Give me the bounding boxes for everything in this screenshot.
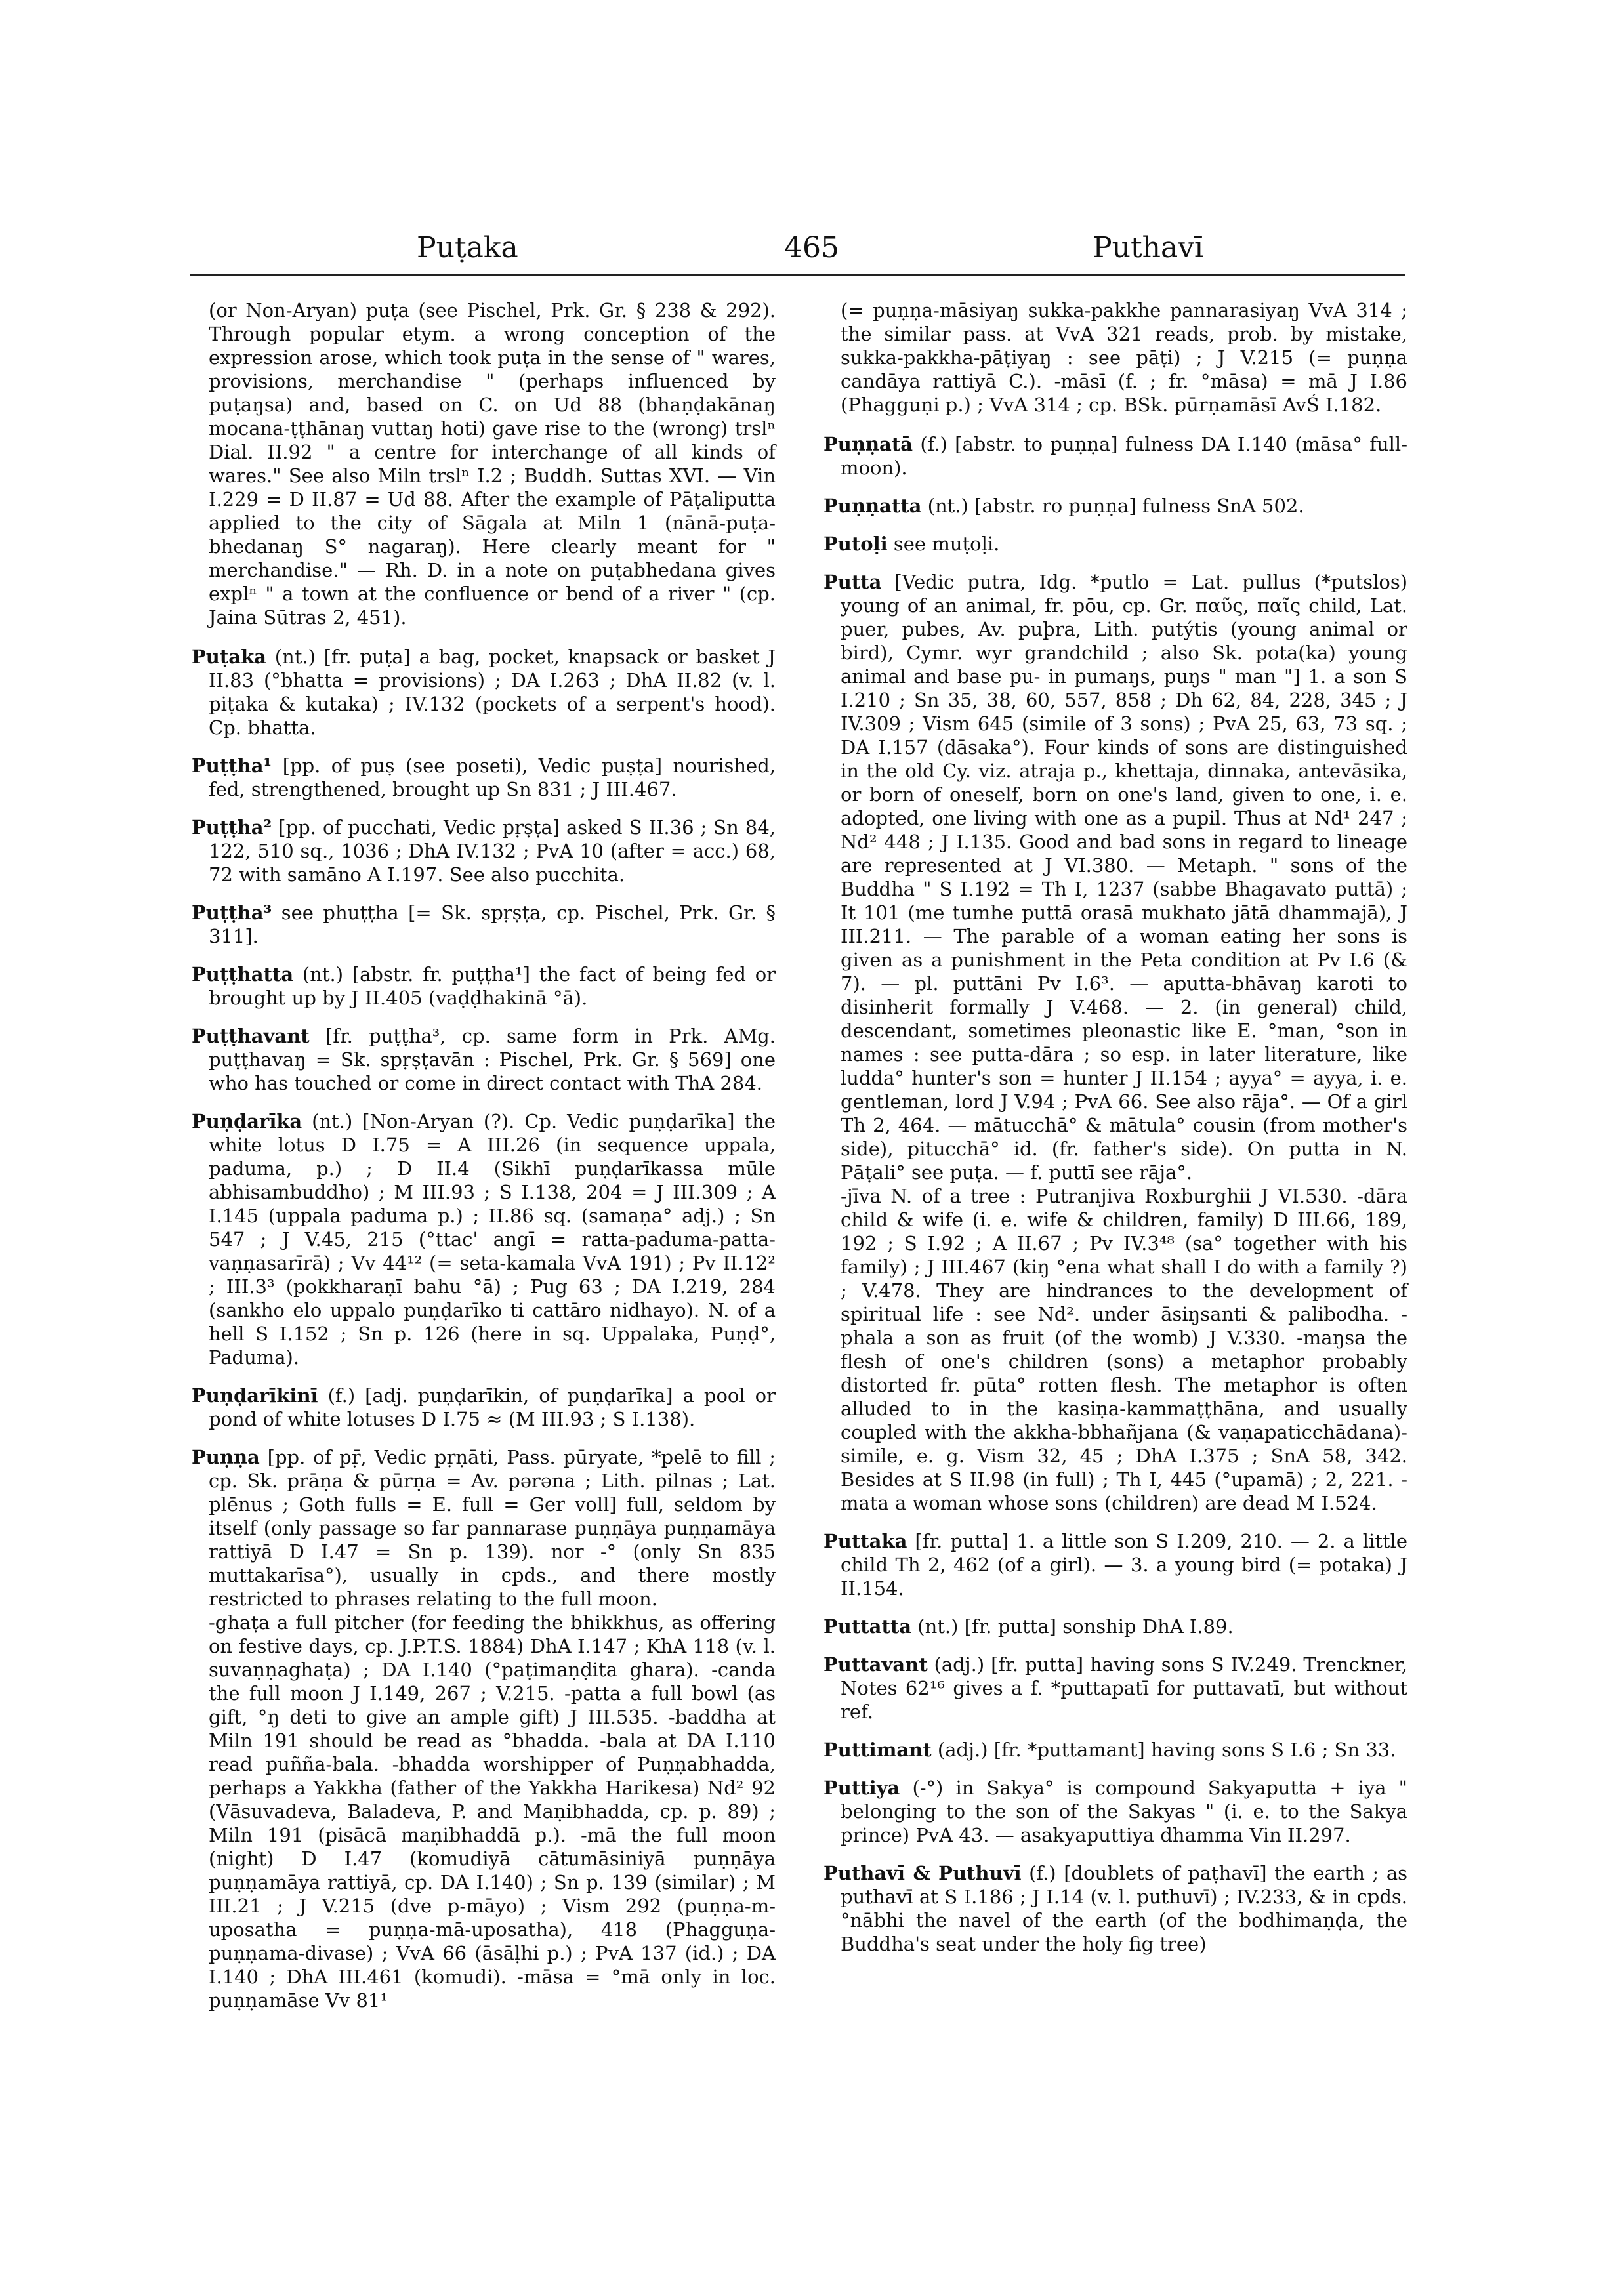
running-head-right: Puthavī <box>1093 231 1204 264</box>
entry-definition: [pp. of pucchati, Vedic pṛṣṭa] asked S II.36 ; Sn 84, 122, 510 sq., 1036 ; DhA IV.132 ; PvA 10 (after = acc.) 68, 72 with samāno A I.197. See also pucchita. <box>209 816 776 886</box>
dictionary-entry <box>823 1861 1407 1956</box>
dictionary-entry <box>823 432 1407 480</box>
dictionary-entry <box>192 1384 776 1431</box>
entry-definition: (f.) [abstr. to puṇṇa] fulness DA I.140 (māsa° full-moon). <box>841 433 1408 479</box>
entry-definition: [fr. puṭṭha³, cp. same form in Prk. AMg. puṭṭhavaŋ = Sk. spṛṣṭavān : Pischel, Prk. Gr. § 569] one who has touched or come in direct contact with ThA 284. <box>209 1025 776 1094</box>
entry-definition: see muṭoḷi. <box>893 533 1000 555</box>
entry-definition: [Vedic putra, Idg. *putlo = Lat. pullus (*putslos) young of an animal, fr. pōu, cp. Gr. παῦς, παῖς child, Lat. puer, pubes, Av. puþra, Lith. putýtis (young animal or bird), Cymr. wyr grandchild ; also Sk. pota(ka) young animal and base pu- in pumaŋs, puŋs " man "] 1. a son S I.210 ; Sn 35, 38, 60, 557, 858 ; Dh 62, 84, 228, 345 ; J IV.309 ; Vism 645 (simile of 3 sons) ; PvA 25, 63, 73 sq. ; DA I.157 (dāsaka°). Four kinds of sons are distinguished in the old Cy. viz. atraja p., khettaja, dinnaka, antevāsika, or born of oneself, born on one's land, given to one, i. e. adopted, one living with one as a pupil. Thus at Nd¹ 247 ; Nd² 448 ; J I.135. Good and bad sons in regard to lineage are represented at J VI.380. — Metaph. " sons of the Buddha " S I.192 = Th I, 1237 (sabbe Bhagavato puttā) ; It 101 (me tumhe puttā orasā mukhato jātā dhammajā), J III.211. — The parable of a woman eating her sons is given as a punishment in the Peta condition at Pv I.6 (& 7). — pl. puttāni Pv I.6³. — aputta-bhāvaŋ karoti to disinherit formally J V.468. — 2. (in general) child, descendant, sometimes pleonastic like E. °man, °son in names : see putta-dāra ; so esp. in later literature, like ludda° hunter's son = hunter J II.154 ; ayya° = ayya, i. e. gentleman, lord J V.94 ; PvA 66. See also rāja°. — Of a girl Th 2, 464. — mātucchā° & mātula° cousin (from mother's side), pitucchā° id. (fr. father's side). On putta in N. Pāṭali° see puṭa. — f. puttī see rāja°. <box>841 571 1408 1184</box>
dictionary-entry <box>192 1445 776 2012</box>
dictionary-entry <box>823 494 1407 518</box>
entry-definition: (nt.) [fr. puṭa] a bag, pocket, knapsack or basket J II.83 (°bhatta = provisions) ; DA I.263 ; DhA II.82 (v. l. piṭaka & kutaka) ; IV.132 (pockets of a serpent's hood). Cp. bhatta. <box>209 646 776 739</box>
entry-definition: (f.) [doublets of paṭhavī] the earth ; as puthavī at S I.186 ; J I.14 (v. l. puthuvī) ; IV.233, & in cpds. °nābhi the navel of the earth (of the bodhimaṇḍa, the Buddha's seat under the holy fig tree) <box>841 1862 1407 1955</box>
left-entry-list <box>192 645 776 2012</box>
entry-headword: Puṭṭha¹ <box>192 755 272 777</box>
dictionary-entry <box>823 1615 1407 1638</box>
entry-definition: [pp. of pṝ, Vedic pṛṇāti, Pass. pūryate, *pelē to fill ; cp. Sk. prāṇa & pūrṇa = Av. pərəna ; Lith. pilnas ; Lat. plēnus ; Goth fulls = E. full = Ger voll] full, seldom by itself (only passage so far pannarase puṇṇāya puṇṇamāya rattiyā D I.47 = Sn p. 139). nor -° (only Sn 835 muttakarīsa°), usually in cpds., and there mostly restricted to phrases relating to the full moon. <box>209 1446 776 1610</box>
dictionary-entry <box>192 816 776 886</box>
entry-headword: Puṇṇatta <box>823 495 922 517</box>
entry-headword: Puttatta <box>823 1615 912 1638</box>
entry-headword: Puttaka <box>823 1530 907 1552</box>
dictionary-entry <box>823 1529 1407 1600</box>
dictionary-entry <box>192 1024 776 1095</box>
entry-definition: (f.) [adj. puṇḍarīkin, of puṇḍarīka] a pool or pond of white lotuses D I.75 ≈ (M III.93 ; S I.138). <box>209 1384 776 1430</box>
entry-compounds: -ghaṭa a full pitcher (for feeding the bhikkhus, as offering on festive days, cp. J.P.T.S. 1884) DhA I.147 ; KhA 118 (v. l. suvaṇṇaghaṭa) ; DA I.140 (°paṭimaṇḍita ghara). -canda the full moon J I.149, 267 ; V.215. -patta a full bowl (as gift, °ŋ deti to give an ample gift) J III.535. -baddha at Miln 191 should be read as °bhadda. -bala at DA I.110 read puñña-bala. -bhadda worshipper of Puṇṇabhadda, perhaps a Yakkha (father of the Yakkha Harikesa) Nd² 92 (Vāsuvadeva, Baladeva, P. and Maṇibhadda, cp. p. 89) ; Miln 191 (pisācā maṇibhaddā p.). -mā the full moon (night) D I.47 (komudiyā cātumāsiniyā puṇṇāya puṇṇamāya rattiyā, cp. DA I.140) ; Sn p. 139 (similar) ; M III.21 ; J V.215 (dve p-māyo) ; Vism 292 (puṇṇa-m-uposatha = puṇṇa-mā-uposatha), 418 (Phagguṇa-puṇṇama-divase) ; VvA 66 (āsāḷhi p.) ; PvA 137 (id.) ; DA I.140 ; DhA III.461 (komudi). -māsa = °mā only in loc. puṇṇamāse Vv 81¹ <box>209 1611 776 2012</box>
dictionary-entry <box>192 645 776 739</box>
entry-headword: Puṇṇa <box>192 1446 260 1468</box>
entry-definition: [fr. putta] 1. a little son S I.209, 210. — 2. a little child Th 2, 462 (of a girl). — 3. a young bird (= potaka) J II.154. <box>841 1530 1408 1600</box>
entry-headword: Puṭṭhatta <box>192 963 294 985</box>
entry-headword: Puttimant <box>823 1739 932 1761</box>
entry-definition: (nt.) [fr. putta] sonship DhA I.89. <box>917 1615 1234 1638</box>
entry-definition: (adj.) [fr. *puttamant] having sons S I.6 ; Sn 33. <box>937 1739 1396 1761</box>
entry-headword: Putoḷi <box>823 533 888 555</box>
entry-definition: see phuṭṭha [= Sk. spṛṣṭa, cp. Pischel, Prk. Gr. § 311]. <box>209 901 776 947</box>
dictionary-entry <box>823 570 1407 1515</box>
dictionary-entry <box>192 962 776 1010</box>
entry-headword: Puṇṇatā <box>823 433 913 455</box>
dictionary-entry <box>823 1776 1407 1847</box>
entry-headword: Putta <box>823 571 882 593</box>
page-number: 465 <box>784 231 839 264</box>
entry-definition: (adj.) [fr. putta] having sons S IV.249. Trenckner, Notes 62¹⁶ gives a f. *puttapatī for puttavatī, but without ref. <box>841 1653 1408 1723</box>
entry-headword: Puttavant <box>823 1653 928 1676</box>
left-column <box>192 299 776 2027</box>
entry-headword: Puṭṭha² <box>192 816 272 838</box>
entry-headword: Puṭaka <box>192 646 266 668</box>
continued-entry-text: (or Non-Aryan) puṭa (see Pischel, Prk. Gr. § 238 & 292). Through popular etym. a wrong conception of the expression arose, which took puṭa in the sense of " wares, provisions, merchandise " (perhaps influenced by puṭaŋsa) and, based on C. on Ud 88 (bhaṇḍakānaŋ mocana-ṭṭhānaŋ vuttaŋ hoti) gave rise to the (wrong) trslⁿ Dial. II.92 " a centre for interchange of all kinds of wares." See also Miln trslⁿ I.2 ; Buddh. Suttas XVI. — Vin I.229 = D II.87 = Ud 88. After the example of Pāṭaliputta applied to the city of Sāgala at Miln 1 (nānā-puṭa-bhedanaŋ S° nagaraŋ). Here clearly meant for " merchandise." — Rh. D. in a note on puṭabhedana gives explⁿ " a town at the confluence or bend of a river " (cp. Jaina Sūtras 2, 451). <box>209 299 776 629</box>
entry-headword: Puṇḍarīkinī <box>192 1384 318 1407</box>
entry-definition: (-°) in Sakya° is compound Sakyaputta + iya " belonging to the son of the Sakyas " (i. e. to the Sakya prince) PvA 43. — asakyaputtiya dhamma Vin II.297. <box>841 1777 1408 1846</box>
dictionary-entry <box>823 1653 1407 1724</box>
dictionary-entry <box>823 532 1407 556</box>
entry-headword: Puṇḍarīka <box>192 1110 302 1132</box>
right-column <box>823 299 1407 1970</box>
dictionary-entry <box>192 754 776 801</box>
dictionary-entry <box>192 1109 776 1369</box>
entry-definition: (nt.) [abstr. fr. puṭṭha¹] the fact of being fed or brought up by J II.405 (vaḍḍhakinā °ā). <box>209 963 776 1009</box>
entry-compounds: -jīva N. of a tree : Putranjiva Roxburghii J VI.530. -dāra child & wife (i. e. wife & children, family) D III.66, 189, 192 ; S I.92 ; A II.67 ; Pv IV.3⁴⁸ (sa° together with his family) ; J III.467 (kiŋ °ena what shall I do with a family ?) ; V.478. They are hindrances to the development of spiritual life : see Nd². under āsiŋsanti & palibodha. -phala a son as fruit (of the womb) J V.330. -maŋsa the flesh of one's children (sons) a metaphor probably distorted fr. pūta° rotten flesh. The metaphor is often alluded to in the kasiṇa-kammaṭṭhāna, and usually coupled with the akkha-bbhañjana (& vaṇapaticchādana)-simile, e. g. Vism 32, 45 ; DhA I.375 ; SnA 58, 342. Besides at S II.98 (in full) ; Th I, 445 (°upamā) ; 2, 221. -mata a woman whose sons (children) are dead M I.524. <box>841 1185 1407 1514</box>
entry-headword: Puthavī & Puthuvī <box>823 1862 1022 1884</box>
continued-entry-text: (= puṇṇa-māsiyaŋ sukka-pakkhe pannarasiyaŋ VvA 314 ; the similar pass. at VvA 321 reads, prob. by mistake, sukka-pakkha-pāṭiyaŋ : see pāṭi) ; J V.215 (= puṇṇa candāya rattiyā C.). -māsī (f. ; fr. °māsa) = mā J I.86 (Phagguṇi p.) ; VvA 314 ; cp. BSk. pūrṇamāsī AvŚ I.182. <box>841 299 1407 416</box>
dictionary-entry <box>823 1738 1407 1762</box>
header-rule <box>190 274 1405 276</box>
entry-definition: (nt.) [Non-Aryan (?). Cp. Vedic puṇḍarīka] the white lotus D I.75 = A III.26 (in sequence uppala, paduma, p.) ; D II.4 (Sikhī puṇḍarīkassa mūle abhisambuddho) ; M III.93 ; S I.138, 204 = J III.309 ; A I.145 (uppala paduma p.) ; II.86 sq. (samaṇa° adj.) ; Sn 547 ; J V.45, 215 (°ttac' angī = ratta-paduma-patta-vaṇṇasarīrā) ; Vv 44¹² (= seta-kamala VvA 191) ; Pv II.12² ; III.3³ (pokkharaṇī bahu °ā) ; Pug 63 ; DA I.219, 284 (sankho elo uppalo puṇḍarīko ti cattāro nidhayo). N. of a hell S I.152 ; Sn p. 126 (here in sq. Uppalaka, Puṇḍ°, Paduma). <box>209 1110 776 1369</box>
entry-definition: [pp. of puṣ (see poseti), Vedic puṣṭa] nourished, fed, strengthened, brought up Sn 831 ; J III.467. <box>209 755 776 800</box>
entry-headword: Puttiya <box>823 1777 900 1799</box>
entry-headword: Puṭṭhavant <box>192 1025 310 1047</box>
right-entry-list <box>823 432 1407 1956</box>
running-head-left: Puṭaka <box>417 231 518 264</box>
entry-headword: Puṭṭha³ <box>192 901 272 924</box>
entry-definition: (nt.) [abstr. ro puṇṇa] fulness SnA 502. <box>927 495 1304 517</box>
dictionary-entry <box>192 901 776 948</box>
